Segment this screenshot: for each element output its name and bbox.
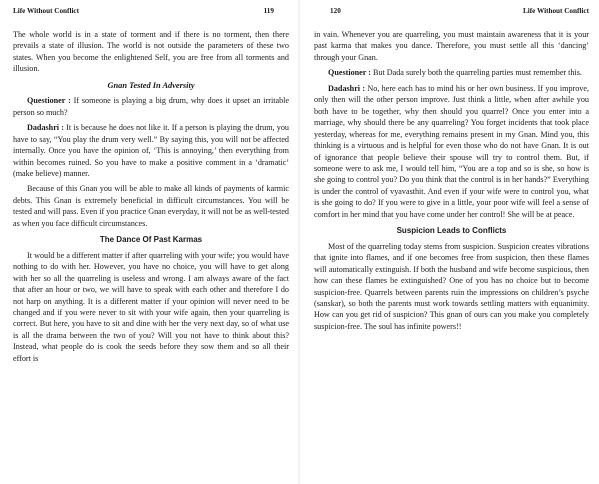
left-heading-2: The Dance Of Past Karmas bbox=[99, 235, 203, 245]
left-paragraph-3: It would be a different matter if after quarreling with your wife; you would have nothing to do with her. However, you have no choice, you will have to get along with her so all the quarreling is useless and wrong. I am always aware of the fact that after an hour or two, we will have to speak with each other and therefore I do not harp on anything. It is a different matter if your opinion will never need to be changed and if you were never to sit with your wife again, then your quarreling is correct. But here, you have to sit and dine with her the very next day, so of what use is all the drama between the two of you? Will you not have to think about this? Instead, what people do is cook the seeds before they sow them and so all their effort is bbox=[13, 250, 289, 363]
left-paragraph-2: Because of this Gnan you will be able to make all kinds of payments of karmic debts. This Gnan is extremely beneficial in difficult circumstances. You will be tested and will pass. Even if you practice Gnan everyday, it will not be as well-tested as when you face difficult circumstances. bbox=[13, 184, 289, 228]
dadashri-label: Dadashri : bbox=[328, 83, 366, 93]
left-heading-1-text: Gnan Tested In Adversity bbox=[107, 80, 195, 90]
questioner-text: But Dada surely both the quarreling parties must remember this. bbox=[373, 68, 582, 78]
left-heading-1 bbox=[13, 80, 289, 91]
right-paragraph-2: Most of the quarreling today stems from suspicion. Suspicion creates vibrations that ignite into flames, and if one becomes free from suspicion, then these flames will automatically extinguish. If both the husband and wife become suspicious, then how can these flames be extinguished? One of you has no choice but to become suspicion-free. Quarrels between parents ruin the impressions on children’s psyche (sanskar), so both the parents must work towards settling matters with equanimity. How can you get rid of suspicion? This gnan of ours can you make you completely suspicion-free. The soul has infinite powers!! bbox=[314, 241, 589, 331]
right-paragraph-1: in vain. Whenever you are quarreling, you must maintain awareness that it is your past karma that makes you dance. Therefore, you must settle all this ‘dancing’ through your Gnan. bbox=[314, 30, 589, 62]
right-running-title: Life Without Conflict bbox=[522, 7, 589, 15]
questioner-label: Questioner : bbox=[27, 96, 71, 106]
questioner-text: If someone is playing a big drum, why does it upset an irritable person so much? bbox=[13, 96, 289, 117]
dadashri-label: Dadashri : bbox=[27, 123, 64, 133]
right-running-head bbox=[314, 7, 589, 19]
left-page-number: 119 bbox=[263, 7, 274, 15]
right-heading-1: Suspicion Leads to Conflicts bbox=[396, 226, 507, 236]
left-page bbox=[0, 0, 299, 484]
right-page-number: 120 bbox=[330, 7, 341, 15]
left-running-head bbox=[13, 7, 289, 19]
questioner-label: Questioner : bbox=[328, 68, 371, 78]
left-running-title: Life Without Conflict bbox=[13, 7, 80, 15]
left-dadashri-paragraph bbox=[13, 122, 289, 179]
dadashri-text: It is because he does not like it. If a person is playing the drum, you have to say, “You play the drum very well.” By saying this, you will not be affected internally. Once you have the opinion of, ‘This is annoying,’ then everything from within becomes ruined. So you have to make a positive comment in a ‘dramatic’ (make believe) manner. bbox=[13, 123, 289, 178]
left-questioner-paragraph bbox=[13, 95, 289, 118]
dadashri-text: No, here each has to mind his or her own business. If you improve, only then will the other person improve. Just think a little, when after awhile you both have to be together, why then should you quarrel? Once you enter into a marriage, why should there be any quarreling? You forget incidents that took place yesterday, whereas for me, everything remains present in my Gnan. Mind you, this thinking is a virtuous and is helpful for even those who do not have Gnan. It is out of ignorance that people believe their spouse will try to control them. But, if someone were to ask me, I would tell him, “You are a top and so is she, so how is she going to control you? Do you think that the control is in her hands?” Everything is under the control of vyavasthit. And even if your wife were to control you, what is she going to do? If you were to give in a little, your poor wife will feel a sense of comfort in her mind that you have come under her control! She will be at peace. bbox=[314, 83, 589, 219]
left-paragraph-1: The whole world is in a state of torment and if there is no torment, then there prevails a state of illusion. The world is not outside the parameters of these two states. When you become the enlightened Self, you are free from all torments and illusion. bbox=[13, 30, 289, 74]
right-dadashri-paragraph bbox=[314, 83, 589, 220]
right-page bbox=[300, 0, 599, 484]
right-questioner-paragraph bbox=[314, 67, 589, 78]
